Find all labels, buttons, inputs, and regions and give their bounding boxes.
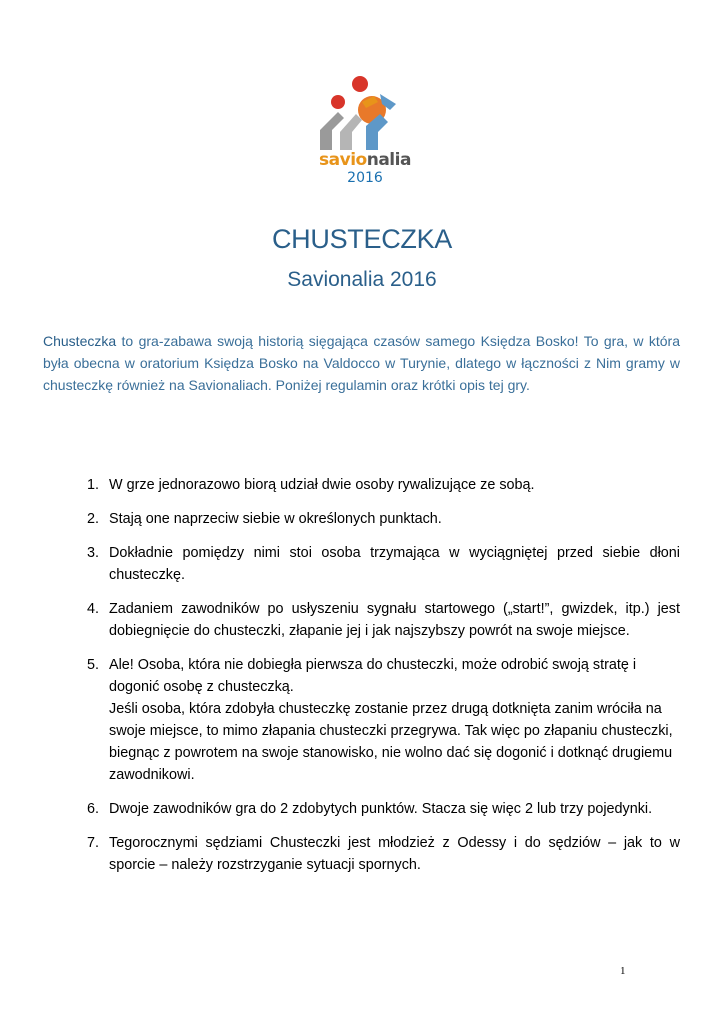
logo-wordmark: savionalia — [319, 150, 411, 170]
intro-text: to gra-zabawa swoją historią sięgająca czasów samego Księdza Bosko! To gra, w która była obecna w oratorium Księdza Bosko na Valdocco w Turynie, dlatego w łączności z Nim gramy w chusteczkę również na Savionaliach. Poniżej regulamin oraz krótki opis tej gry. — [43, 333, 680, 393]
list-item-text: Dokładnie pomiędzy nimi stoi osoba trzymająca w wyciągniętej przed siebie dłoni chusteczkę. — [109, 545, 680, 583]
list-item-text-continued: Jeśli osoba, która zdobyła chusteczkę zostanie przez drugą dotknięta zanim wróciła na swoje miejsce, to mimo złapania chusteczki przegrywa. Tak więc po złapaniu chusteczki, biegnąc z powrotem na swoje stanowisko, nie wolno dać się dogonić i dotknąć drugiemu zawodnikowi. — [109, 701, 673, 783]
list-item-text: W grze jednorazowo biorą udział dwie osoby rywalizujące ze sobą. — [109, 477, 535, 493]
list-item-text: Tegorocznymi sędziami Chusteczki jest młodzież z Odessy i do sędziów – jak to w sporcie – należy rozstrzyganie sytuacji spornych. — [109, 835, 680, 873]
list-item-number: 5. — [87, 657, 100, 673]
list-item-number: 1. — [87, 477, 100, 493]
list-item-text: Ale! Osoba, która nie dobiegła pierwsza do chusteczki, może odrobić swoją stratę i dogonić osobę z chusteczką. — [109, 657, 637, 695]
list-item — [78, 654, 680, 786]
list-item — [78, 832, 680, 876]
page-number: 1 — [620, 965, 626, 977]
savionalia-logo — [310, 70, 420, 192]
intro-lead-word: Chusteczka — [43, 333, 117, 349]
list-item — [78, 598, 680, 642]
list-item-text: Dwoje zawodników gra do 2 zdobytych punktów. Stacza się więc 2 lub trzy pojedynki. — [109, 801, 653, 817]
rules-list — [78, 474, 680, 888]
list-item-number: 3. — [87, 545, 100, 561]
logo-year: 2016 — [347, 170, 383, 186]
list-item — [78, 474, 680, 496]
list-item-number: 4. — [87, 601, 100, 617]
list-item — [78, 542, 680, 586]
list-item — [78, 508, 680, 530]
list-item-number: 7. — [87, 835, 100, 851]
list-item — [78, 798, 680, 820]
document-title: CHUSTECZKA — [271, 224, 452, 254]
list-item-text: Zadaniem zawodników po usłyszeniu sygnału startowego („start!”, gwizdek, itp.) jest dobiegnięcie do chusteczki, złapanie jej i jak najszybszy powrót na swoje miejsce. — [109, 601, 680, 639]
list-item-number: 2. — [87, 511, 100, 527]
logo-figures-icon — [310, 70, 420, 152]
document-subtitle: Savionalia 2016 — [287, 268, 437, 291]
intro-paragraph — [43, 330, 680, 396]
list-item-text: Stają one naprzeciw siebie w określonych punktach. — [109, 511, 442, 527]
list-item-number: 6. — [87, 801, 100, 817]
